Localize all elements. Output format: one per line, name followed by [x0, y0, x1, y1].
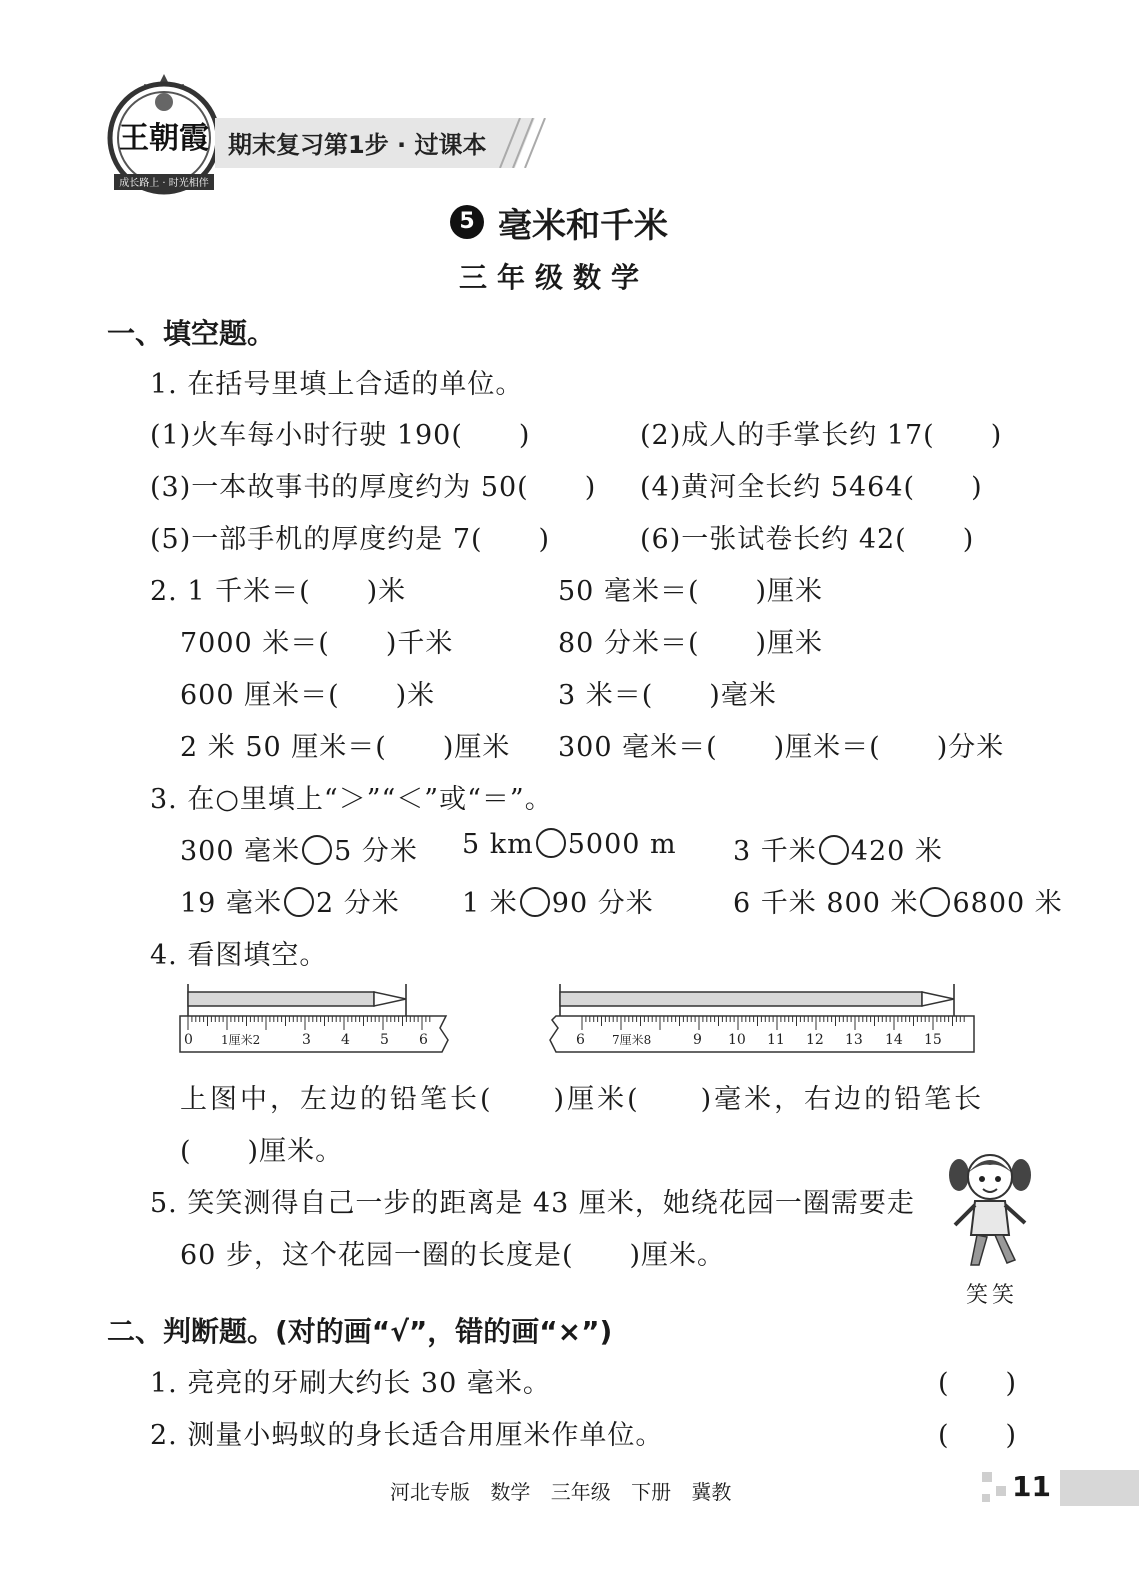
left-ruler-figure [178, 980, 458, 1060]
right-ruler-label: 12 [806, 1032, 824, 1048]
q1-item-5: (5)一部手机的厚度约是 7( ) [150, 524, 551, 555]
header-banner-text: 期末复习第1步 · 过课本 [228, 131, 487, 159]
q3-stem: 3. 在○里填上“＞”“＜”或“＝”。 [150, 784, 553, 815]
compare-circle[interactable] [819, 835, 849, 865]
left-ruler-label: 0 [184, 1032, 193, 1048]
chapter-title: 毫米和千米 [498, 206, 668, 246]
q2-item-1: 2. 1 千米＝( )米 [150, 576, 407, 607]
q3-item-2: 5 km 5000 m [462, 829, 677, 860]
page-subtitle: 三年级数学 [459, 261, 650, 294]
q2-item-6: 3 米＝( )毫米 [558, 680, 777, 711]
q4-text-line1: 上图中，左边的铅笔长( )厘米( )毫米，右边的铅笔长 [180, 1084, 985, 1115]
q2-item-2: 50 毫米＝( )厘米 [558, 576, 824, 607]
right-ruler-label: 13 [845, 1032, 863, 1048]
left-ruler-label: 6 [419, 1032, 428, 1048]
q3-item-6: 6 千米 800 米 6800 米 [733, 888, 1063, 919]
q1-item-3: (3)一本故事书的厚度约为 50( ) [150, 472, 597, 503]
left-ruler-label: 4 [341, 1032, 350, 1048]
compare-circle[interactable] [536, 828, 566, 858]
q4-text-line2: ( )厘米。 [180, 1136, 344, 1167]
q1-item-4: (4)黄河全长约 5464( ) [640, 472, 983, 503]
judge-item-2: 2. 测量小蚂蚁的身长适合用厘米作单位。 [150, 1420, 664, 1451]
chapter-number-badge: 5 [450, 205, 484, 239]
footer-decor [982, 1494, 990, 1502]
q5-line2: 60 步，这个花园一圈的长度是( )厘米。 [180, 1240, 726, 1271]
page-number-bar [1060, 1470, 1139, 1506]
right-ruler-label: 11 [767, 1032, 785, 1048]
left-ruler-label: 5 [380, 1032, 389, 1048]
q2-item-8: 300 毫米＝( )厘米＝( )分米 [558, 732, 1005, 763]
q4-stem: 4. 看图填空。 [150, 940, 328, 971]
q3-item-3: 3 千米 420 米 [733, 836, 943, 867]
judge-blank-2[interactable]: ( ) [938, 1420, 1018, 1451]
judge-item-1: 1. 亮亮的牙刷大约长 30 毫米。 [150, 1368, 551, 1399]
compare-circle[interactable] [920, 887, 950, 917]
right-ruler-figure [548, 980, 978, 1060]
q3-item-5: 1 米 90 分米 [462, 888, 654, 919]
q2-item-7: 2 米 50 厘米＝( )厘米 [180, 732, 511, 763]
footer-decor [996, 1486, 1006, 1496]
footer-text: 河北专版 数学 三年级 下册 冀教 [390, 1480, 732, 1504]
q5-line1: 5. 笑笑测得自己一步的距离是 43 厘米，她绕花园一圈需要走 [150, 1188, 915, 1219]
q2-item-5: 600 厘米＝( )米 [180, 680, 436, 711]
svg-text:王朝霞: 王朝霞 [119, 121, 209, 156]
left-ruler-label: 3 [302, 1032, 311, 1048]
q1-item-2: (2)成人的手掌长约 17( ) [640, 420, 1003, 451]
q3-item-1: 300 毫米 5 分米 [180, 836, 418, 867]
right-ruler-label: 14 [885, 1032, 903, 1048]
page-number: 11 [1012, 1470, 1051, 1503]
girl-label: 笑笑 [966, 1283, 1019, 1308]
q2-item-4: 80 分米＝( )厘米 [558, 628, 824, 659]
right-ruler-label: 9 [693, 1032, 702, 1048]
q1-item-1: (1)火车每小时行驶 190( ) [150, 420, 531, 451]
compare-circle[interactable] [284, 887, 314, 917]
girl-illustration [945, 1145, 1035, 1280]
q3-item-4: 19 毫米 2 分米 [180, 888, 400, 919]
svg-text:成长路上 · 时光相伴: 成长路上 · 时光相伴 [119, 178, 209, 189]
right-ruler-label: 7厘米8 [612, 1033, 652, 1047]
compare-circle[interactable] [520, 887, 550, 917]
publisher-logo [100, 72, 228, 200]
judge-blank-1[interactable]: ( ) [938, 1368, 1018, 1399]
q1-stem: 1. 在括号里填上合适的单位。 [150, 369, 524, 400]
q2-item-3: 7000 米＝( )千米 [180, 628, 454, 659]
footer-decor [982, 1472, 992, 1482]
left-ruler-label: 1厘米2 [221, 1033, 261, 1047]
right-ruler-label: 10 [728, 1032, 746, 1048]
q1-item-6: (6)一张试卷长约 42( ) [640, 524, 975, 555]
compare-circle[interactable] [302, 835, 332, 865]
section-1-title: 一、填空题。 [107, 317, 276, 350]
right-ruler-label: 6 [576, 1032, 585, 1048]
section-2-title: 二、判断题。(对的画“√”，错的画“×”) [107, 1315, 613, 1348]
right-ruler-label: 15 [924, 1032, 942, 1048]
